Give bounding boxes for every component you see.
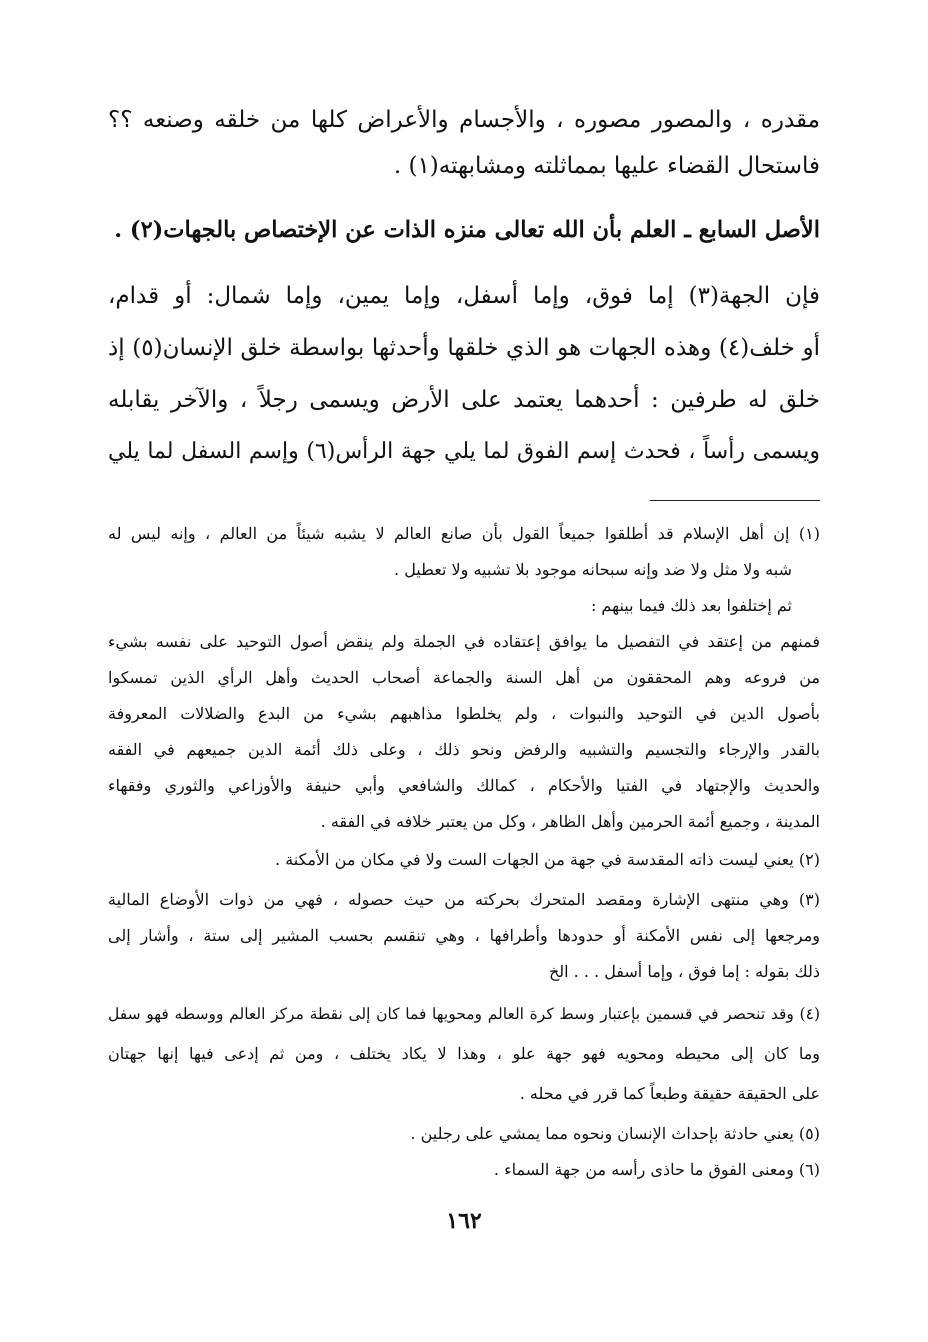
footnote-1-line: شبه ولا مثل ولا ضد وإنه سبحانه موجود بلا تشبيه ولا تعطيل . (394, 560, 792, 579)
footnote-1-line: فمنهم من إعتقد في التفصيل ما يوافق إعتقاده في الجملة ولم ينقض أصول التوحيد على نفسه بشيء (108, 632, 820, 651)
paragraph-line: أو خلف(٤) وهذه الجهات هو الذي خلقها وأحدثها بواسطة خلق الإنسان(٥) إذ (108, 335, 821, 361)
footnote-3-line: ومرجعها إلى نفس الأمكنة أو حدودها وأطرافها ، وهي تنقسم بحسب المشير إلى ستة ، وأشار إلى (108, 926, 820, 945)
footnote-5-line: (٥) يعني حادثة بإحداث الإنسان ونحوه مما يمشي على رجلين . (410, 1124, 820, 1143)
paragraph-line: فإن الجهة(٣) إما فوق، وإما أسفل، وإما يمين، وإما شمال: أو قدام، (108, 283, 820, 309)
body-text-line: فاستحال القضاء عليها بمماثلته ومشابهته(١) . (393, 153, 820, 179)
footnote-1-line: ثم إختلفوا بعد ذلك فيما بينهم : (590, 596, 792, 615)
body-text-line: مقدره ، والمصور مصوره ، والأجسام والأعراض كلها من خلقه وصنعه ؟؟ (108, 107, 820, 133)
footnote-4-line: وما كان إلى محيطه ومحويه فهو جهة علو ، وهذا لا يكاد يختلف ، ومن ثم إدعى فيها إنها جهتان (108, 1044, 821, 1063)
footnote-1-line: (١) إن أهل الإسلام قد أطلقوا جميعاً القول بأن صانع العالم لا يشبه شيئاً من العالم ، وإنه ليس له (108, 524, 820, 543)
footnote-2-line: (٢) يعني ليست ذاته المقدسة في جهة من الجهات الست ولا في مكان من الأمكنة . (275, 850, 820, 869)
paragraph-line: خلق له طرفين : أحدهما يعتمد على الأرض ويسمى رجلاً ، والآخر يقابله (108, 387, 820, 413)
footnote-4-line: (٤) وقد تنحصر في قسمين بإعتبار وسط كرة العالم ومحويها فما كان إلى نقطة مركز العالم ووسطه فهو سفل (108, 1005, 820, 1023)
section-heading: الأصل السابع ـ العلم بأن الله تعالى منزه الذات عن الإختصاص بالجهات(٢) . (114, 217, 820, 243)
footnote-1-line: المدينة ، وجميع أئمة الحرمين وأهل الظاهر ، وكل من يعتبر خلافه في الفقه . (320, 812, 820, 831)
footnote-separator (650, 500, 820, 501)
footnote-3-line: (٣) وهي منتهى الإشارة ومقصد المتحرك بحركته من حيث حصوله ، فهي من ذوات الأوضاع المالية (108, 890, 820, 909)
footnote-1-line: بالقدر والإرجاء والتجسيم والتشبيه والرفض ونحو ذلك ، وعلى ذلك أئمة الدين جميعهم في الفقه (108, 740, 820, 759)
footnote-1-line: بأصول الدين في التوحيد والنبوات ، ولم يخلطوا مذاهبهم بشيء من البدع والضلالات المعروفة (108, 704, 820, 723)
paragraph-line: ويسمى رأساً ، فحدث إسم الفوق لما يلي جهة الرأس(٦) وإسم السفل لما يلي (108, 439, 820, 464)
page-number: ١٦٢ (446, 1208, 482, 1234)
footnote-1-line: من فروعه وهم المحققون من أهل السنة والجماعة أصحاب الحديث وأهل الرأي الذين تمسكوا (108, 668, 820, 687)
footnote-4-line: على الحقيقة حقيقة وطبعاً كما قرر في محله . (519, 1084, 820, 1103)
footnote-1-line: والحديث والإجتهاد في الفتيا والأحكام ، كمالك والشافعي وأبي حنيفة والأوزاعي والثوري وفقهاء (108, 776, 820, 795)
footnote-6-line: (٦) ومعنى الفوق ما حاذى رأسه من جهة السماء . (493, 1160, 820, 1179)
footnote-3-line: ذلك بقوله : إما فوق ، وإما أسفل . . . الخ (548, 962, 820, 981)
